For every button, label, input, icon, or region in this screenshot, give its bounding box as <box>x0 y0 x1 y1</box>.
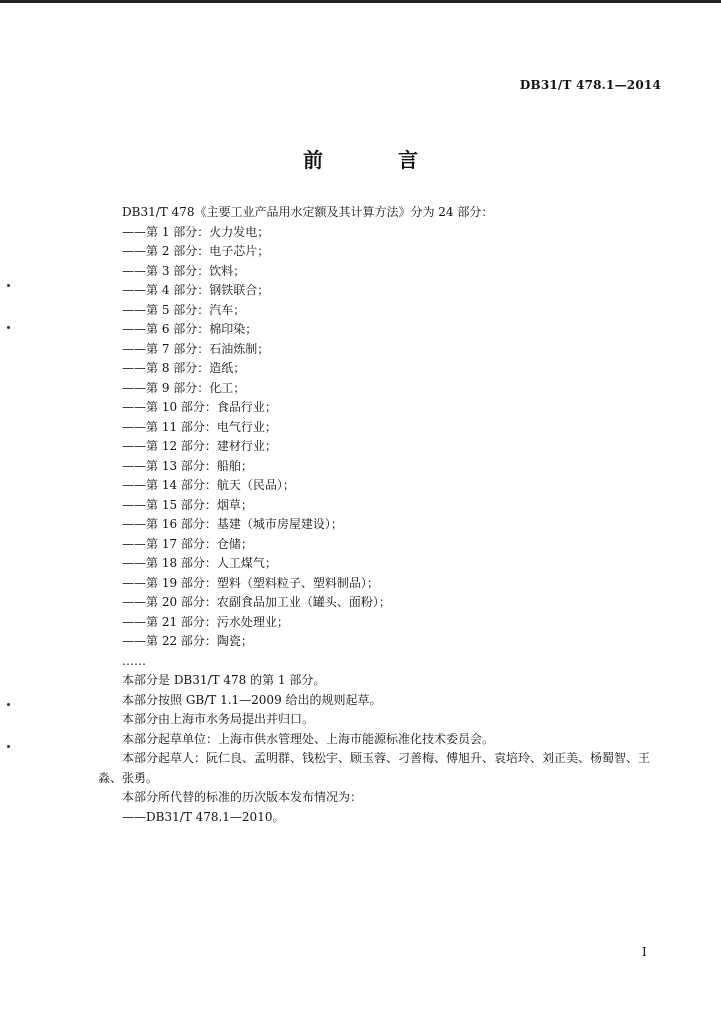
part-list-item: ——第 3 部分：饮料； <box>122 263 246 278</box>
statement: 本部分所代替的标准的历次版本发布情况为： <box>122 790 363 804</box>
intro-paragraph: DB31/T 478《主要工业产品用水定额及其计算方法》分为 24 部分： <box>122 205 494 219</box>
ellipsis: …… <box>122 653 146 668</box>
part-list-item: ——第 10 部分：食品行业； <box>122 400 277 414</box>
scan-mark <box>7 326 10 329</box>
part-list-item: ——第 13 部分：船舶； <box>122 458 253 473</box>
document-code: DB31/T 478.1—2014 <box>519 78 661 92</box>
scan-mark <box>7 284 10 287</box>
part-list-item: ——第 2 部分：电子芯片； <box>122 244 270 258</box>
part-list-item: ——第 12 部分：建材行业； <box>122 439 277 453</box>
scan-mark <box>7 745 10 748</box>
statement: 本部分是 DB31/T 478 的第 1 部分。 <box>122 673 326 687</box>
statement: 本部分由上海市水务局提出并归口。 <box>122 712 315 726</box>
part-list-item: ——第 1 部分：火力发电； <box>122 224 270 239</box>
part-list-item: ——第 17 部分：仓储； <box>122 536 253 551</box>
part-list-item: ——第 20 部分：农副食品加工业（罐头、面粉）； <box>122 595 391 609</box>
page-number: I <box>642 945 647 959</box>
page-title: 前 言 <box>303 148 452 172</box>
drafters-statement: 本部分起草人：阮仁良、孟明群、钱松宇、顾玉蓉、刁善梅、傅旭升、袁培玲、刘正美、杨蜀智、王淼、张勇。 <box>98 751 651 785</box>
preface-body <box>98 203 668 827</box>
statement: 本部分起草单位：上海市供水管理处、上海市能源标准化技术委员会。 <box>122 731 495 746</box>
scan-top-edge <box>0 0 721 3</box>
scan-mark <box>7 703 10 706</box>
part-list-item: ——第 6 部分：棉印染； <box>122 322 258 336</box>
part-list-item: ——第 15 部分：烟草； <box>122 497 253 512</box>
part-list-item: ——第 22 部分：陶瓷； <box>122 634 253 648</box>
statement: 本部分按照 GB/T 1.1—2009 给出的规则起草。 <box>122 692 382 707</box>
part-list-item: ——第 11 部分：电气行业； <box>122 419 277 434</box>
part-list-item: ——第 19 部分：塑料（塑料粒子、塑料制品）； <box>122 575 379 590</box>
part-list-item: ——第 14 部分：航天（民品）； <box>122 478 295 492</box>
part-list-item: ——第 21 部分：污水处理业； <box>122 614 289 629</box>
previous-version: ——DB31/T 478.1—2010。 <box>122 809 285 824</box>
part-list-item: ——第 8 部分：造纸； <box>122 361 246 375</box>
part-list-item: ——第 16 部分：基建（城市房屋建设）； <box>122 517 343 531</box>
part-list-item: ——第 5 部分：汽车； <box>122 302 246 317</box>
part-list-item: ——第 18 部分：人工煤气； <box>122 556 277 570</box>
part-list-item: ——第 7 部分：石油炼制； <box>122 341 270 356</box>
part-list-item: ——第 9 部分：化工； <box>122 380 246 395</box>
part-list-item: ——第 4 部分：钢铁联合； <box>122 283 270 297</box>
